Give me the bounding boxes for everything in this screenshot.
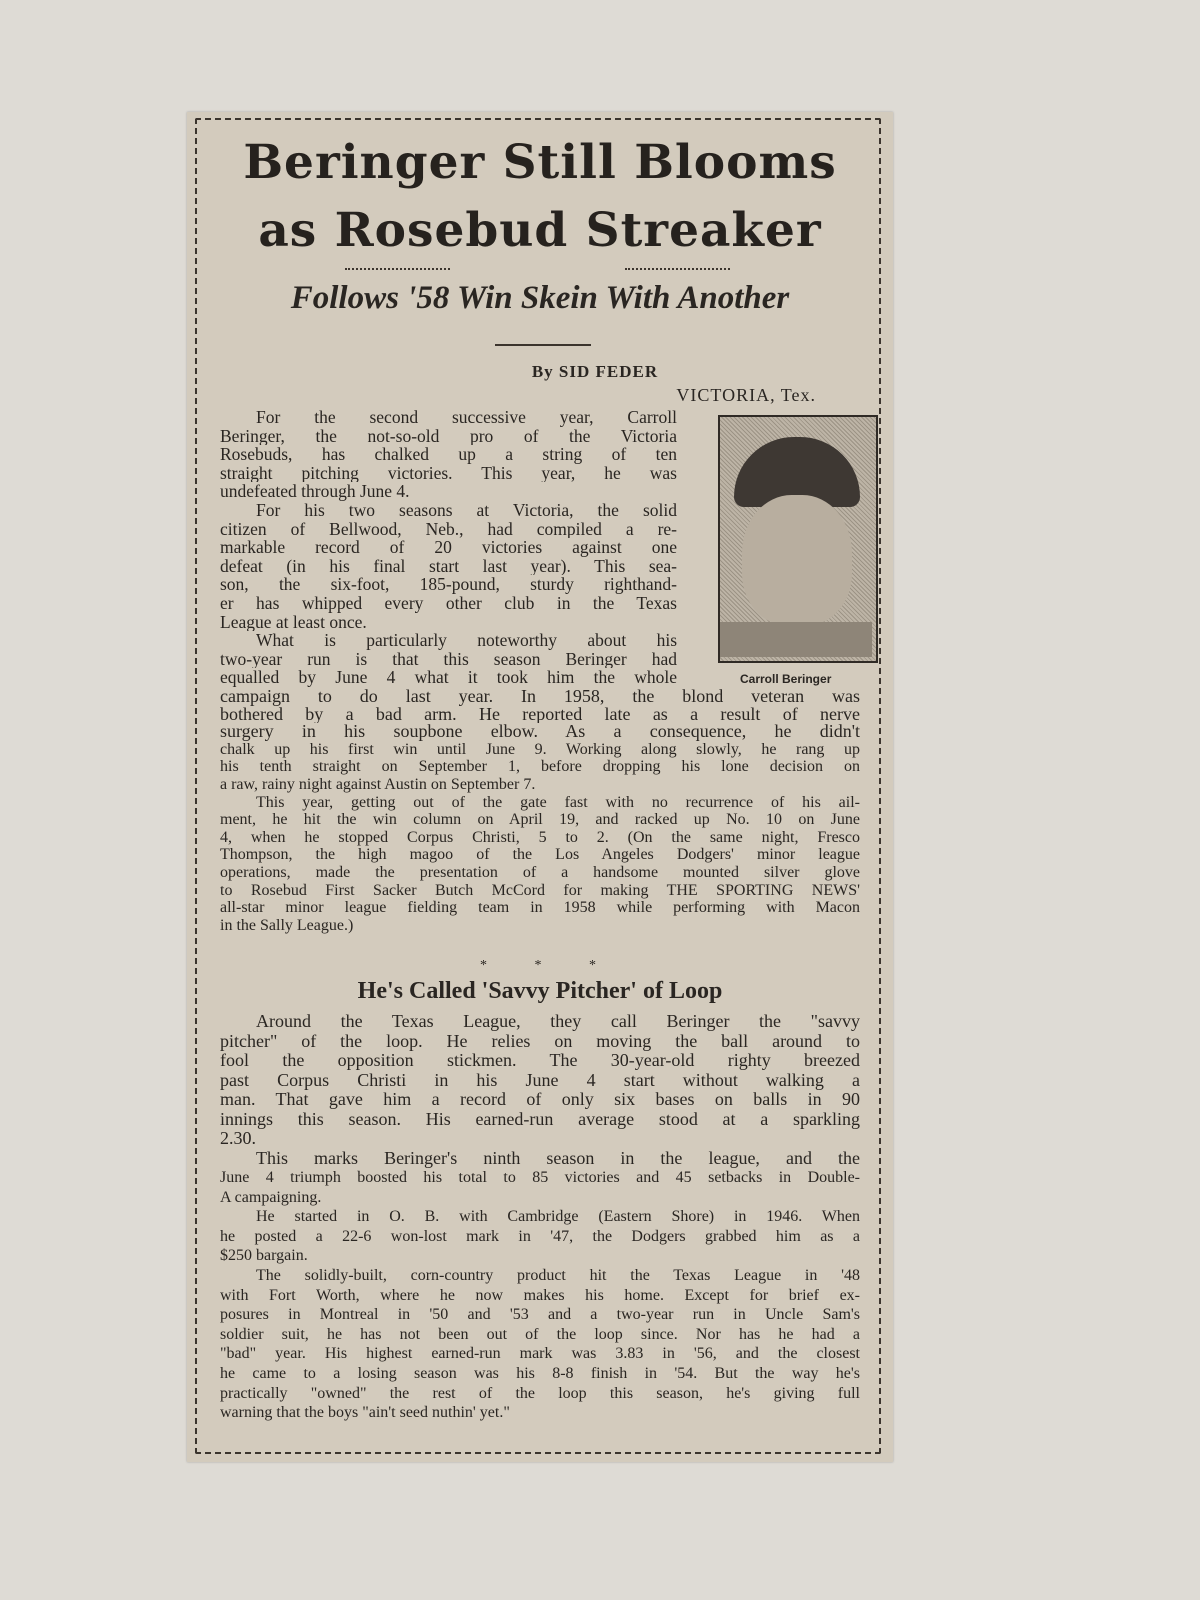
shirt xyxy=(720,622,872,657)
headline-line-2: as Rosebud Streaker xyxy=(258,203,822,258)
text-line: The solidly-built, corn-country product hit the Texas League in '48 xyxy=(256,1266,860,1284)
text-line: This marks Beringer's ninth season in the league, and the xyxy=(256,1148,860,1168)
text-line: surgery in his soupbone elbow. As a consequence, he didn't xyxy=(220,723,860,741)
newspaper-clipping xyxy=(187,112,893,1462)
text-line: soldier suit, he has not been out of the loop since. Nor has he had a xyxy=(220,1325,860,1343)
text-line: two-year run is that this season Beringer had xyxy=(220,649,677,669)
text-line: practically "owned" the rest of the loop this season, he's giving full xyxy=(220,1384,860,1402)
ornament-divider xyxy=(345,262,450,270)
text-line: son, the six-foot, 185-pound, sturdy righthand- xyxy=(220,575,677,594)
byline: By SID FEDER xyxy=(531,362,659,381)
section-break: * * * xyxy=(480,958,618,973)
divider xyxy=(495,344,591,346)
text-line: his tenth straight on September 1, before dropping his lone decision on xyxy=(220,758,860,776)
text-line: This year, getting out of the gate fast with no recurrence of his ail- xyxy=(256,793,860,811)
text-line: citizen of Bellwood, Neb., had compiled a re- xyxy=(220,519,677,539)
text-line: innings this season. His earned-run average stood at a sparkling xyxy=(220,1109,860,1129)
section-heading: He's Called 'Savvy Pitcher' of Loop xyxy=(357,978,723,1004)
text-line: For his two seasons at Victoria, the solid xyxy=(256,500,677,520)
photo-caption: Carroll Beringer xyxy=(740,672,832,686)
text-line: all-star minor league fielding team in 1958 while performing with Macon xyxy=(220,899,860,917)
text-line: Around the Texas League, they call Beringer the "savvy xyxy=(256,1012,860,1031)
text-line: in the Sally League.) xyxy=(220,916,354,934)
text-line: $250 bargain. xyxy=(220,1247,308,1265)
text-line: past Corpus Christi in his June 4 start without walking a xyxy=(220,1070,860,1090)
text-line: June 4 triumph boosted his total to 85 victories and 45 setbacks in Double- xyxy=(220,1169,860,1186)
text-line: "bad" year. His highest earned-run mark was 3.83 in '56, and the closest xyxy=(220,1345,860,1363)
text-line: he came to a losing season was his 8-8 finish in '54. But the way he's xyxy=(220,1364,860,1382)
text-line: with Fort Worth, where he now makes his home. Except for brief ex- xyxy=(220,1286,860,1304)
body-block-b xyxy=(220,688,860,934)
dateline: VICTORIA, Tex. xyxy=(676,385,816,405)
body-block-d xyxy=(220,1168,860,1423)
ornament-divider xyxy=(625,262,730,270)
subheadline: Follows '58 Win Skein With Another xyxy=(290,280,790,316)
text-line: to Rosebud First Sacker Butch McCord for making THE SPORTING NEWS' xyxy=(220,881,860,899)
text-line: Thompson, the high magoo of the Los Angeles Dodgers' minor league xyxy=(220,846,860,864)
body-block-a xyxy=(220,408,677,687)
text-line: fool the opposition stickmen. The 30-year-old righty breezed xyxy=(220,1051,860,1070)
text-line: he posted a 22-6 won-lost mark in '47, the Dodgers grabbed him as a xyxy=(220,1227,860,1245)
text-line: er has whipped every other club in the Texas xyxy=(220,593,677,613)
headline-line-1: Beringer Still Blooms xyxy=(243,135,837,190)
text-line: League at least once. xyxy=(220,612,367,632)
body-block-c xyxy=(220,1012,860,1168)
text-line: a raw, rainy night against Austin on September 7. xyxy=(220,775,536,793)
text-line: defeat (in his final start last year). This sea- xyxy=(220,556,677,576)
text-line: Beringer, the not-so-old pro of the Victoria xyxy=(220,426,677,446)
text-line: What is particularly noteworthy about his xyxy=(256,631,677,650)
text-line: 2.30. xyxy=(220,1129,256,1148)
text-line: A campaigning. xyxy=(220,1188,322,1206)
text-line: chalk up his first win until June 9. Working along slowly, he rang up xyxy=(220,740,860,758)
text-line: undefeated through June 4. xyxy=(220,482,410,501)
text-line: posures in Montreal in '50 and '53 and a two-year run in Uncle Sam's xyxy=(220,1306,860,1324)
text-line: equalled by June 4 what it took him the whole xyxy=(220,668,677,687)
face xyxy=(742,495,852,625)
text-line: straight pitching victories. This year, he was xyxy=(220,463,677,483)
text-line: warning that the boys "ain't seed nuthin' yet." xyxy=(220,1404,510,1422)
text-line: pitcher" of the loop. He relies on moving the ball around to xyxy=(220,1031,860,1051)
text-line: man. That gave him a record of only six bases on balls in 90 xyxy=(220,1090,860,1109)
text-line: Rosebuds, has chalked up a string of ten xyxy=(220,445,677,464)
text-line: operations, made the presentation of a handsome mounted silver glove xyxy=(220,863,860,881)
text-line: For the second successive year, Carroll xyxy=(256,408,677,427)
text-line: campaign to do last year. In 1958, the blond veteran was xyxy=(220,688,860,706)
text-line: ment, he hit the win column on April 19, and racked up No. 10 on June xyxy=(220,811,860,829)
portrait-photo xyxy=(718,415,878,663)
text-line: bothered by a bad arm. He reported late as a result of nerve xyxy=(220,705,860,724)
text-line: markable record of 20 victories against one xyxy=(220,538,677,557)
text-line: 4, when he stopped Corpus Christi, 5 to 2. (On the same night, Fresco xyxy=(220,828,860,846)
text-line: He started in O. B. with Cambridge (Eastern Shore) in 1946. When xyxy=(256,1208,860,1226)
